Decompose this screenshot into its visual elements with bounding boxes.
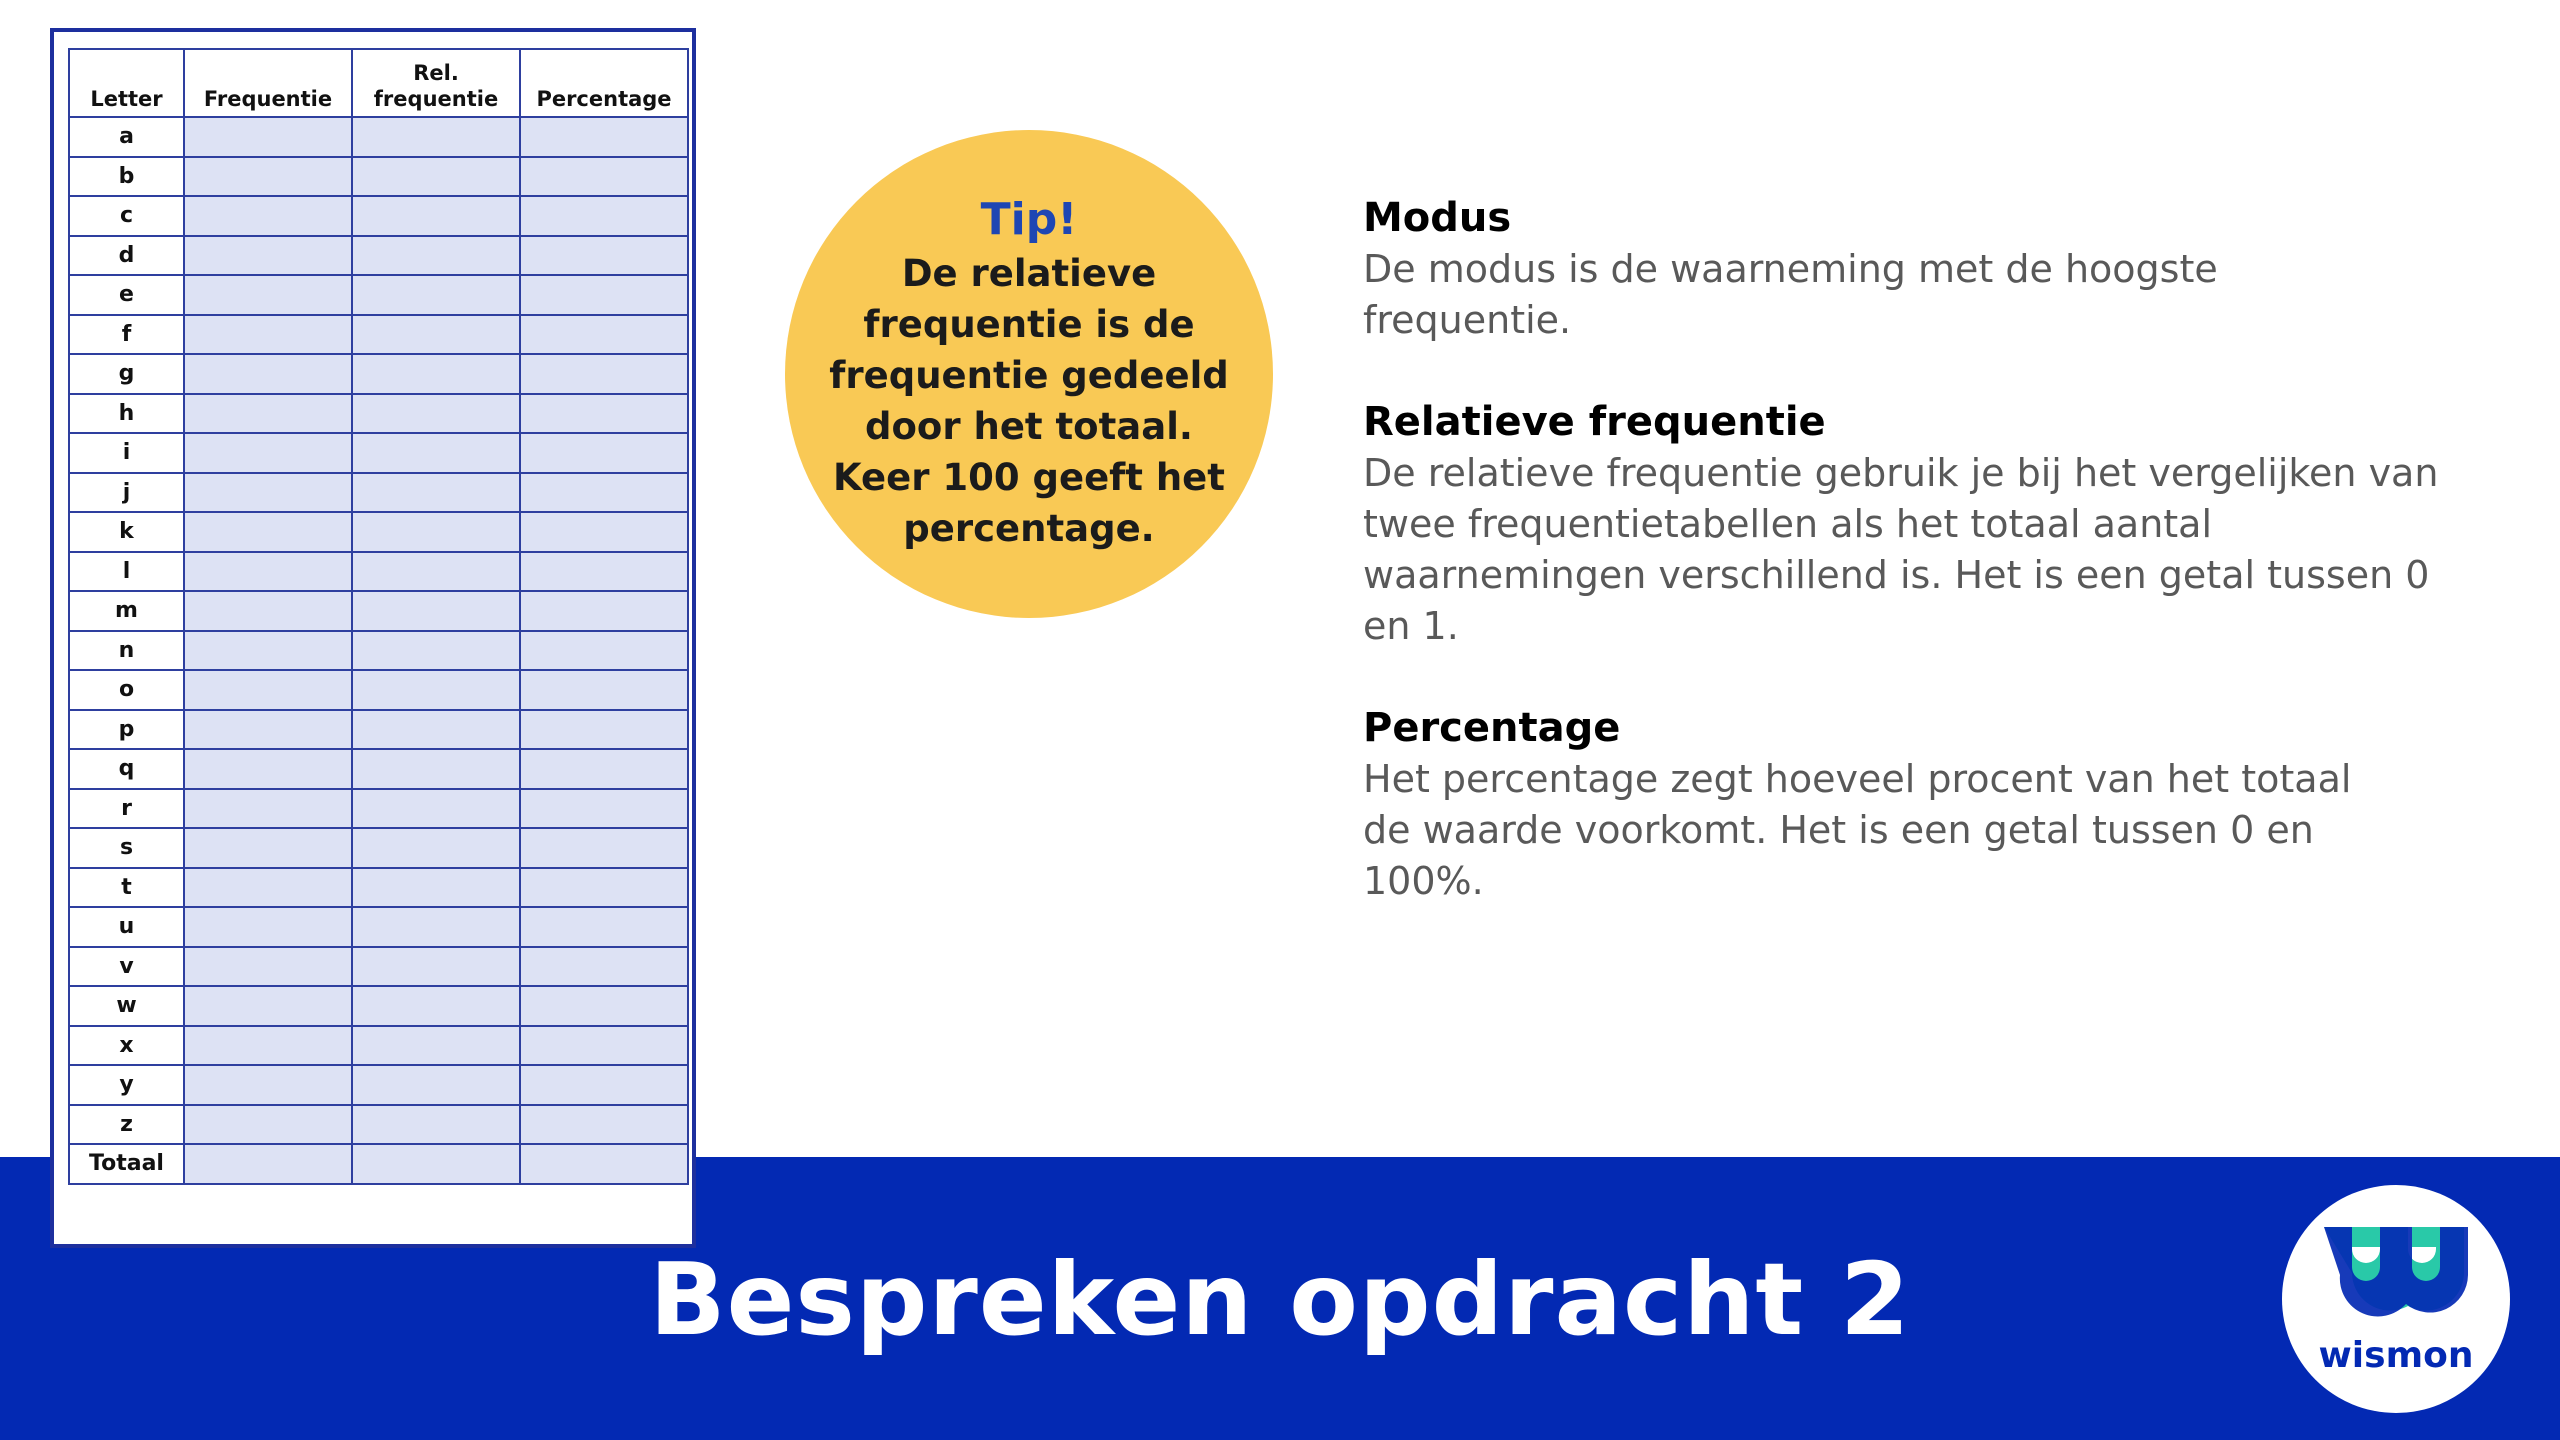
row-letter: j bbox=[69, 473, 184, 513]
table-row bbox=[69, 1026, 688, 1066]
definition-title: Percentage bbox=[1363, 705, 1621, 751]
row-letter: k bbox=[69, 512, 184, 552]
percentage-cell[interactable] bbox=[520, 394, 688, 434]
header-percentage: Percentage bbox=[520, 49, 688, 117]
percentage-cell[interactable] bbox=[520, 117, 688, 157]
tip-bubble bbox=[785, 130, 1273, 618]
row-letter: w bbox=[69, 986, 184, 1026]
rel-frequentie-cell[interactable] bbox=[352, 433, 520, 473]
rel-frequentie-cell[interactable] bbox=[352, 552, 520, 592]
percentage-cell[interactable] bbox=[520, 196, 688, 236]
rel-frequentie-cell[interactable] bbox=[352, 907, 520, 947]
rel-frequentie-cell[interactable] bbox=[352, 315, 520, 355]
frequentie-cell[interactable] bbox=[184, 1026, 352, 1066]
row-letter: e bbox=[69, 275, 184, 315]
row-letter: v bbox=[69, 947, 184, 987]
frequentie-cell[interactable] bbox=[184, 868, 352, 908]
table-row bbox=[69, 1105, 688, 1145]
row-letter: c bbox=[69, 196, 184, 236]
frequentie-cell[interactable] bbox=[184, 1144, 352, 1184]
logo-text: wismon bbox=[2318, 1335, 2474, 1376]
definition-text: Het percentage zegt hoeveel procent van het totaal de waarde voorkomt. Het is een getal tussen 0 en 100%. bbox=[1363, 757, 2352, 903]
table-row bbox=[69, 1065, 688, 1105]
tip-line: frequentie is de bbox=[863, 303, 1195, 346]
rel-frequentie-cell[interactable] bbox=[352, 710, 520, 750]
definitions bbox=[1363, 192, 2463, 957]
tip-line: frequentie gedeeld bbox=[829, 354, 1229, 397]
header-frequentie: Frequentie bbox=[184, 49, 352, 117]
table-row bbox=[69, 670, 688, 710]
definition-title: Relatieve frequentie bbox=[1363, 399, 1826, 445]
row-letter: q bbox=[69, 749, 184, 789]
table-row bbox=[69, 749, 688, 789]
table-row bbox=[69, 473, 688, 513]
table-row bbox=[69, 315, 688, 355]
row-letter: t bbox=[69, 868, 184, 908]
frequentie-cell[interactable] bbox=[184, 986, 352, 1026]
rel-frequentie-cell[interactable] bbox=[352, 986, 520, 1026]
table-row bbox=[69, 947, 688, 987]
table-row bbox=[69, 907, 688, 947]
row-letter: h bbox=[69, 394, 184, 434]
rel-frequentie-cell[interactable] bbox=[352, 947, 520, 987]
rel-frequentie-cell[interactable] bbox=[352, 196, 520, 236]
rel-frequentie-cell[interactable] bbox=[352, 789, 520, 829]
definition-modus bbox=[1363, 192, 2463, 346]
row-letter: b bbox=[69, 157, 184, 197]
frequentie-cell[interactable] bbox=[184, 710, 352, 750]
table-row bbox=[69, 710, 688, 750]
percentage-cell[interactable] bbox=[520, 789, 688, 829]
rel-frequentie-cell[interactable] bbox=[352, 591, 520, 631]
row-letter: o bbox=[69, 670, 184, 710]
frequentie-cell[interactable] bbox=[184, 354, 352, 394]
frequentie-cell[interactable] bbox=[184, 828, 352, 868]
rel-frequentie-cell[interactable] bbox=[352, 1065, 520, 1105]
rel-frequentie-cell[interactable] bbox=[352, 473, 520, 513]
frequentie-cell[interactable] bbox=[184, 275, 352, 315]
frequentie-cell[interactable] bbox=[184, 749, 352, 789]
table-row bbox=[69, 868, 688, 908]
tip-line: De relatieve bbox=[901, 252, 1157, 295]
percentage-cell[interactable] bbox=[520, 670, 688, 710]
row-letter: n bbox=[69, 631, 184, 671]
rel-frequentie-cell[interactable] bbox=[352, 868, 520, 908]
percentage-cell[interactable] bbox=[520, 868, 688, 908]
rel-frequentie-cell[interactable] bbox=[352, 631, 520, 671]
row-letter: r bbox=[69, 789, 184, 829]
table-row bbox=[69, 986, 688, 1026]
percentage-cell[interactable] bbox=[520, 710, 688, 750]
row-letter: x bbox=[69, 1026, 184, 1066]
tip-line: door het totaal. bbox=[865, 405, 1193, 448]
rel-frequentie-cell[interactable] bbox=[352, 1026, 520, 1066]
row-letter: i bbox=[69, 433, 184, 473]
frequentie-cell[interactable] bbox=[184, 473, 352, 513]
frequentie-cell[interactable] bbox=[184, 552, 352, 592]
frequentie-cell[interactable] bbox=[184, 394, 352, 434]
rel-frequentie-cell[interactable] bbox=[352, 749, 520, 789]
row-letter: a bbox=[69, 117, 184, 157]
percentage-cell[interactable] bbox=[520, 907, 688, 947]
table-row bbox=[69, 394, 688, 434]
percentage-cell[interactable] bbox=[520, 552, 688, 592]
percentage-cell[interactable] bbox=[520, 236, 688, 276]
percentage-cell[interactable] bbox=[520, 986, 688, 1026]
row-letter: y bbox=[69, 1065, 184, 1105]
definition-text: De relatieve frequentie gebruik je bij het vergelijken van twee frequentietabellen als het totaal aantal waarnemingen verschillend is. Het is een getal tussen 0 en 1. bbox=[1363, 451, 2439, 648]
frequentie-cell[interactable] bbox=[184, 907, 352, 947]
percentage-cell[interactable] bbox=[520, 828, 688, 868]
row-letter: m bbox=[69, 591, 184, 631]
row-letter: l bbox=[69, 552, 184, 592]
percentage-cell[interactable] bbox=[520, 315, 688, 355]
tip-title: Tip! bbox=[980, 194, 1078, 245]
wismon-logo bbox=[2282, 1185, 2510, 1413]
slide-title: Bespreken opdracht 2 bbox=[649, 1241, 1911, 1358]
percentage-cell[interactable] bbox=[520, 275, 688, 315]
table-row bbox=[69, 275, 688, 315]
percentage-cell[interactable] bbox=[520, 1026, 688, 1066]
header-letter: Letter bbox=[69, 49, 184, 117]
frequentie-cell[interactable] bbox=[184, 315, 352, 355]
frequentie-cell[interactable] bbox=[184, 591, 352, 631]
table-header-row bbox=[69, 49, 688, 117]
row-letter: s bbox=[69, 828, 184, 868]
table-row bbox=[69, 512, 688, 552]
rel-frequentie-cell[interactable] bbox=[352, 354, 520, 394]
frequentie-cell[interactable] bbox=[184, 670, 352, 710]
tip-text bbox=[829, 248, 1228, 554]
definition-title: Modus bbox=[1363, 195, 1512, 241]
frequentie-cell[interactable] bbox=[184, 947, 352, 987]
percentage-cell[interactable] bbox=[520, 512, 688, 552]
row-letter: p bbox=[69, 710, 184, 750]
percentage-cell[interactable] bbox=[520, 473, 688, 513]
percentage-cell[interactable] bbox=[520, 1105, 688, 1145]
rel-frequentie-cell[interactable] bbox=[352, 394, 520, 434]
frequency-table-card bbox=[50, 28, 696, 1248]
frequentie-cell[interactable] bbox=[184, 512, 352, 552]
table-row bbox=[69, 117, 688, 157]
frequentie-cell[interactable] bbox=[184, 789, 352, 829]
table-row bbox=[69, 196, 688, 236]
percentage-cell[interactable] bbox=[520, 157, 688, 197]
rel-frequentie-cell[interactable] bbox=[352, 157, 520, 197]
table-row bbox=[69, 552, 688, 592]
definition-text: De modus is de waarneming met de hoogste frequentie. bbox=[1363, 247, 2218, 342]
frequentie-cell[interactable] bbox=[184, 1065, 352, 1105]
table-row bbox=[69, 433, 688, 473]
frequentie-cell[interactable] bbox=[184, 631, 352, 671]
row-letter: z bbox=[69, 1105, 184, 1145]
percentage-cell[interactable] bbox=[520, 1144, 688, 1184]
rel-frequentie-cell[interactable] bbox=[352, 670, 520, 710]
table-row bbox=[69, 354, 688, 394]
frequentie-cell[interactable] bbox=[184, 196, 352, 236]
frequentie-cell[interactable] bbox=[184, 117, 352, 157]
frequentie-cell[interactable] bbox=[184, 236, 352, 276]
frequency-table bbox=[68, 48, 689, 1185]
header-rel-frequentie: Rel. frequentie bbox=[352, 49, 520, 117]
percentage-cell[interactable] bbox=[520, 433, 688, 473]
definition-relatieve-frequentie bbox=[1363, 396, 2463, 652]
row-letter: g bbox=[69, 354, 184, 394]
rel-frequentie-cell[interactable] bbox=[352, 275, 520, 315]
tip-line: percentage. bbox=[903, 507, 1155, 550]
percentage-cell[interactable] bbox=[520, 947, 688, 987]
row-letter: f bbox=[69, 315, 184, 355]
rel-frequentie-cell[interactable] bbox=[352, 828, 520, 868]
rel-frequentie-cell[interactable] bbox=[352, 117, 520, 157]
rel-frequentie-cell[interactable] bbox=[352, 236, 520, 276]
percentage-cell[interactable] bbox=[520, 591, 688, 631]
table-row bbox=[69, 157, 688, 197]
table-row bbox=[69, 591, 688, 631]
percentage-cell[interactable] bbox=[520, 354, 688, 394]
frequentie-cell[interactable] bbox=[184, 433, 352, 473]
wismon-logo-icon bbox=[2282, 1185, 2510, 1413]
rel-frequentie-cell[interactable] bbox=[352, 512, 520, 552]
row-letter: d bbox=[69, 236, 184, 276]
frequentie-cell[interactable] bbox=[184, 1105, 352, 1145]
table-row bbox=[69, 236, 688, 276]
percentage-cell[interactable] bbox=[520, 1065, 688, 1105]
table-row bbox=[69, 1144, 688, 1184]
frequentie-cell[interactable] bbox=[184, 157, 352, 197]
rel-frequentie-cell[interactable] bbox=[352, 1144, 520, 1184]
row-letter: Totaal bbox=[69, 1144, 184, 1184]
rel-frequentie-cell[interactable] bbox=[352, 1105, 520, 1145]
tip-line: Keer 100 geeft het bbox=[833, 456, 1225, 499]
row-letter: u bbox=[69, 907, 184, 947]
definition-percentage bbox=[1363, 702, 2463, 907]
percentage-cell[interactable] bbox=[520, 631, 688, 671]
table-row bbox=[69, 789, 688, 829]
percentage-cell[interactable] bbox=[520, 749, 688, 789]
table-row bbox=[69, 828, 688, 868]
table-row bbox=[69, 631, 688, 671]
